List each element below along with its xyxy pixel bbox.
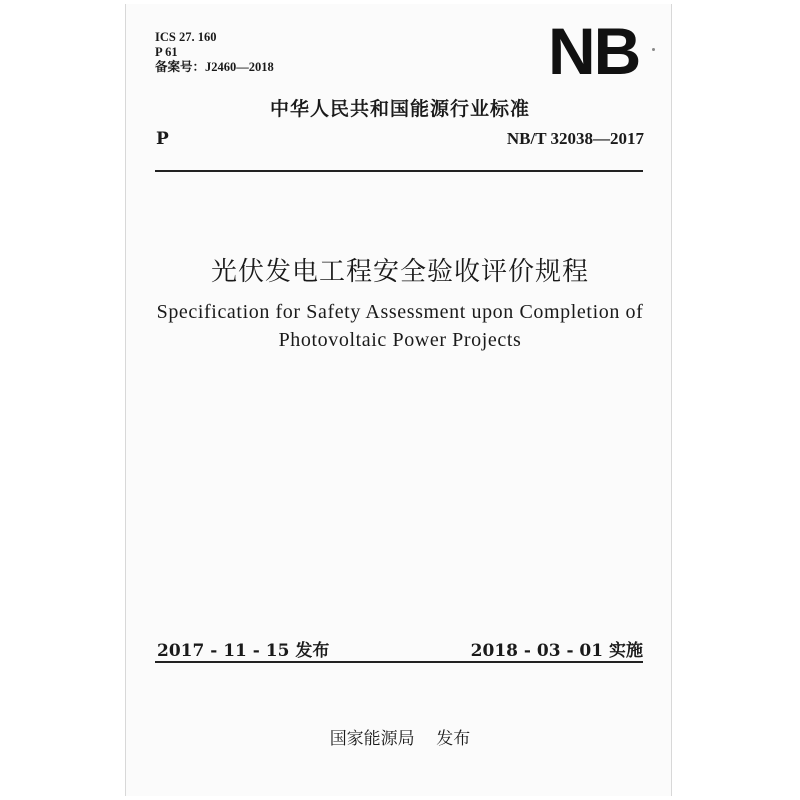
decorative-dot [652,48,655,51]
top-divider [155,170,643,172]
title-english-line2: Photovoltaic Power Projects [278,329,522,351]
ccs-code: P 61 [155,45,178,59]
filing-number: 备案号：J2460—2018 [155,60,274,74]
implementation-date: 2018 - 03 - 01 实施 [470,641,643,661]
standard-number: NB/T 32038—2017 [506,129,644,148]
title-english-line1: Specification for Safety Assessment upon Completion of [156,301,644,323]
ics-code: ICS 27. 160 [155,30,217,44]
publisher: 国家能源局 发布 [329,729,471,749]
nb-logo: NB [548,14,640,88]
issue-date: 2017 - 11 - 15 发布 [157,641,330,661]
title-chinese: 光伏发电工程安全验收评价规程 [210,257,589,287]
industry-standard-title: 中华人民共和国能源行业标准 [269,98,530,120]
bottom-divider [155,661,643,663]
classification-code: P [156,129,169,149]
book-cover [125,4,672,796]
